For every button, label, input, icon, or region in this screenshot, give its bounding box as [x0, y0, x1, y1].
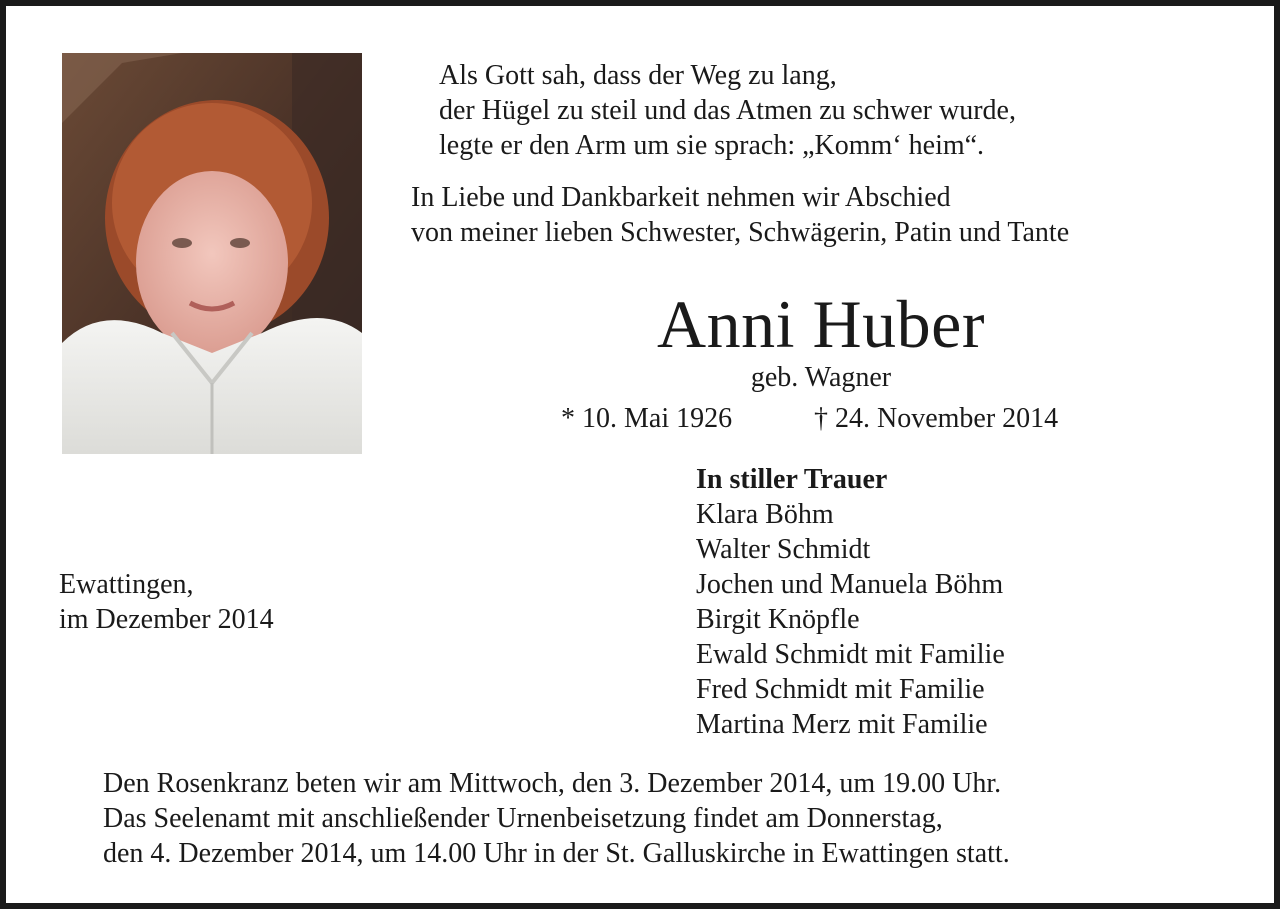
poem-line: legte er den Arm um sie sprach: „Komm‘ heim“.: [439, 130, 985, 161]
intro-line: von meiner lieben Schwester, Schwägerin, Patin und Tante: [411, 217, 1070, 248]
farewell-intro: [411, 180, 1069, 250]
service-line: Das Seelenamt mit anschließender Urnenbeisetzung findet am Donnerstag,: [103, 803, 943, 834]
poem-line: Als Gott sah, dass der Weg zu lang,: [439, 60, 837, 91]
date: im Dezember 2014: [59, 604, 274, 635]
mourner-name: Fred Schmidt mit Familie: [696, 674, 985, 705]
mourner-name: Walter Schmidt: [696, 534, 871, 565]
mourner-name: Martina Merz mit Familie: [696, 709, 988, 740]
death-date: † 24. November 2014: [814, 403, 1059, 434]
birth-date: * 10. Mai 1926: [561, 403, 733, 434]
deceased-name: Anni Huber: [657, 286, 985, 362]
portrait-photo: [62, 53, 362, 454]
intro-line: In Liebe und Dankbarkeit nehmen wir Abschied: [411, 182, 951, 213]
service-info: [103, 766, 1010, 871]
maiden-name: geb. Wagner: [750, 362, 892, 393]
mourner-name: Klara Böhm: [696, 499, 834, 530]
mourners-heading: In stiller Trauer: [696, 464, 888, 495]
service-line: den 4. Dezember 2014, um 14.00 Uhr in der St. Galluskirche in Ewattingen statt.: [103, 838, 1010, 869]
mourner-name: Birgit Knöpfle: [696, 604, 860, 635]
poem-line: der Hügel zu steil und das Atmen zu schwer wurde,: [439, 95, 1016, 126]
poem: [439, 58, 1016, 163]
mourners-list: [696, 462, 1005, 742]
service-line: Den Rosenkranz beten wir am Mittwoch, den 3. Dezember 2014, um 19.00 Uhr.: [103, 768, 1002, 799]
mourner-name: Ewald Schmidt mit Familie: [696, 639, 1005, 670]
place: Ewattingen,: [59, 569, 194, 600]
mourner-name: Jochen und Manuela Böhm: [696, 569, 1004, 600]
place-and-date: [59, 567, 274, 637]
portrait-icon: [62, 53, 362, 454]
